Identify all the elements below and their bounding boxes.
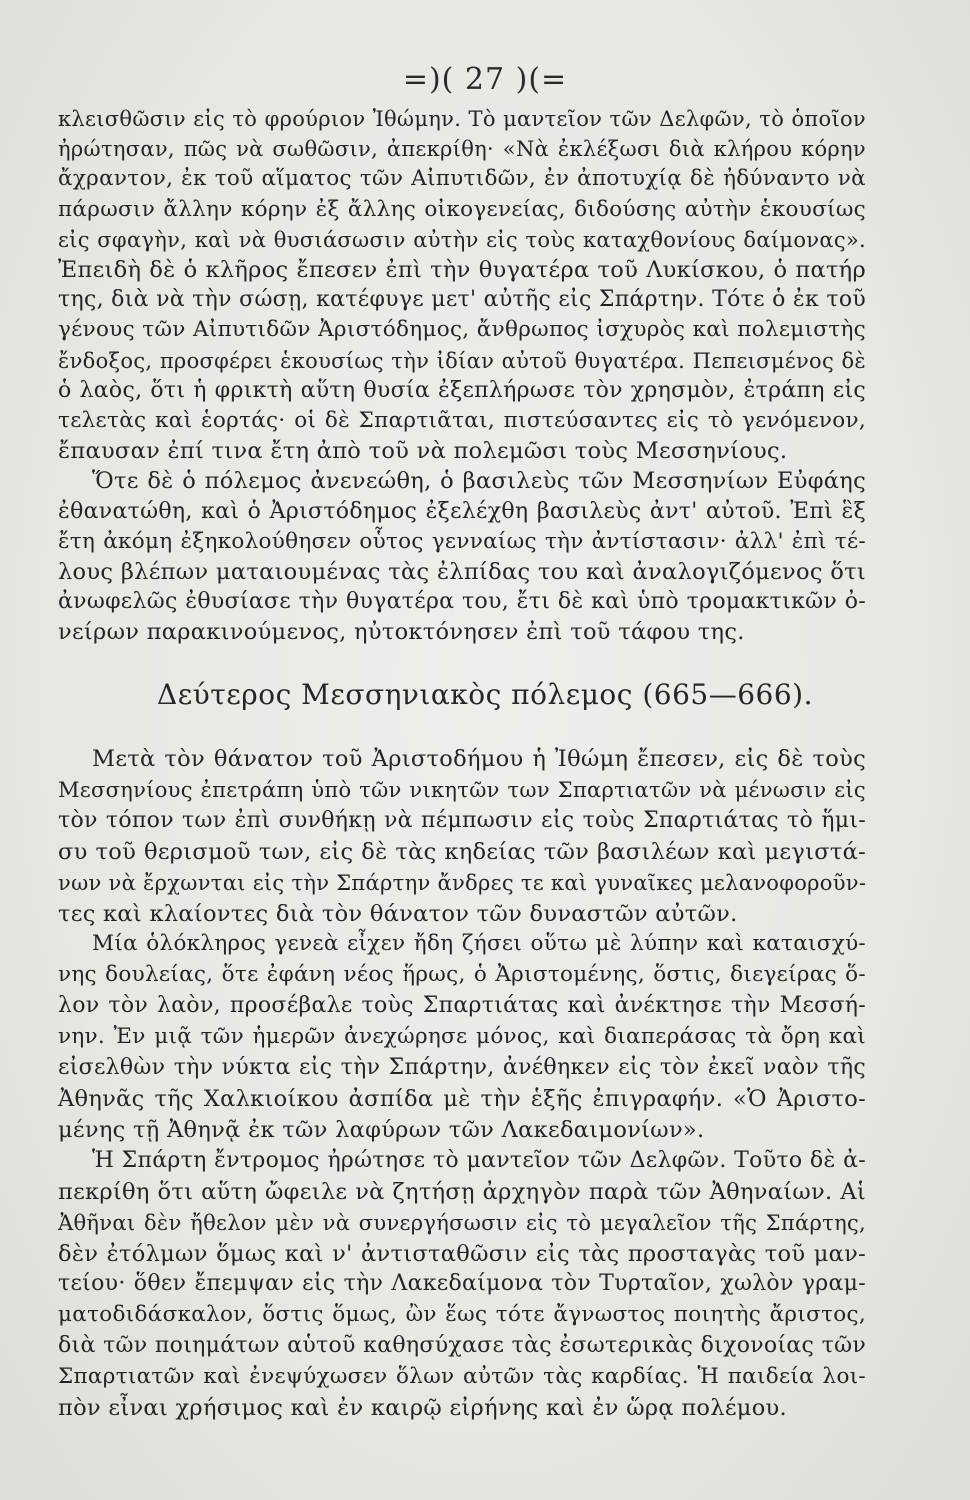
section-heading: Δεύτερος Μεσσηνιακὸς πόλεμος (665—666). (157, 678, 813, 711)
text-line: Μεσσηνίους ἐπετράπη ὑπὸ τῶν νικητῶν των Σπαρτιατῶν νὰ μένωσιν εἰς (58, 777, 866, 802)
text-line: πεκρίθη ὅτι αὕτη ὤφειλε νὰ ζητήσῃ ἀρχηγὸν παρὰ τῶν Ἀθηναίων. Αἱ (58, 1178, 866, 1205)
text-line: ἔνδοξος, προσφέρει ἑκουσίως τὴν ἰδίαν αὐτοῦ θυγατέρα. Πεπεισμένος δὲ (58, 348, 866, 373)
text-line: μένης τῇ Ἀθηνᾷ ἐκ τῶν λαφύρων τῶν Λακεδαιμονίων». (58, 1116, 705, 1143)
text-line: λους βλέπων ματαιουμένας τὰς ἐλπίδας του καὶ ἀναλογιζόμενος ὅτι (58, 559, 866, 586)
text-line: πάρωσιν ἄλλην κόρην ἐξ ἄλλης οἰκογενείας, διδούσης αὐτὴν ἑκουσίως (58, 196, 866, 222)
text-line: Ἀθῆναι δὲν ἤθελον μὲν νὰ συνεργήσωσιν εἰς τὸ μεγαλεῖον τῆς Σπάρτης, (58, 1210, 866, 1235)
text-line: ἔτη ἀκόμη ἐξηκολούθησεν οὗτος γενναίως τὴν ἀντίστασιν· ἀλλ' ἐπὶ τέ- (58, 528, 866, 554)
text-line: ἄχραντον, ἐκ τοῦ αἵματος τῶν Αἰπυτιδῶν, ἐν ἀποτυχίᾳ δὲ ἠδύναντο νὰ (58, 166, 866, 192)
text-line: διὰ τῶν ποιημάτων αὑτοῦ καθησύχασε τὰς ἐσωτερικὰς διχονοίας τῶν (58, 1333, 866, 1359)
text-line: νείρων παρακινούμενος, ηὐτοκτόνησεν ἐπὶ τοῦ τάφου της. (58, 619, 745, 646)
text-line: λον τὸν λαὸν, προσέβαλε τοὺς Σπαρτιάτας καὶ ἀνέκτησε τὴν Μεσσή- (58, 993, 866, 1019)
text-line: τὸν τόπον των ἐπὶ συνθήκῃ νὰ πέμπωσιν εἰς τοὺς Σπαρτιάτας τὸ ἥμι- (58, 807, 866, 833)
text-line: της, διὰ νὰ τὴν σώσῃ, κατέφυγε μετ' αὐτῆς εἰς Σπάρτην. Τότε ὁ ἐκ τοῦ (58, 287, 867, 313)
text-line: κλεισθῶσιν εἰς τὸ φρούριον Ἰθώμην. Τὸ μαντεῖον τῶν Δελφῶν, τὸ ὁποῖον (58, 107, 866, 131)
text-line: Μία ὁλόκληρος γενεὰ εἶχεν ἤδη ζήσει οὕτω μὲ λύπην καὶ καταισχύ- (92, 931, 866, 957)
text-block-second-war (58, 744, 866, 1424)
text-line: Ἐπειδὴ δὲ ὁ κλῆρος ἔπεσεν ἐπὶ τὴν θυγατέρα τοῦ Λυκίσκου, ὁ πατήρ (58, 257, 866, 284)
text-line: τες καὶ κλαίοντες διὰ τὸν θάνατον τῶν δυναστῶν αὐτῶν. (58, 900, 738, 927)
text-line: εἰς σφαγὴν, καὶ νὰ θυσιάσωσιν αὐτὴν εἰς τοὺς καταχθονίους δαίμονας». (58, 227, 866, 252)
text-line: Ὅτε δὲ ὁ πόλεμος ἀνενεώθη, ὁ βασιλεὺς τῶν Μεσσηνίων Εὐφάης (92, 468, 866, 495)
text-line: τείου· ὅθεν ἔπεμψαν εἰς τὴν Λακεδαίμονα τὸν Τυρταῖον, χωλὸν γραμ- (58, 1271, 866, 1297)
text-line: δὲν ἐτόλμων ὅμως καὶ ν' ἀντισταθῶσιν εἰς τὰς προσταγὰς τοῦ μαν- (58, 1240, 866, 1267)
text-line: ματοδιδάσκαλον, ὅστις ὅμως, ὢν ἕως τότε ἄγνωστος ποιητὴς ἄριστος, (58, 1302, 866, 1328)
text-block-first-war (58, 104, 866, 648)
text-line: νην. Ἐν μιᾷ τῶν ἡμερῶν ἀνεχώρησε μόνος, καὶ διαπεράσας τὰ ὄρη καὶ (58, 1024, 866, 1050)
text-line: Μετὰ τὸν θάνατον τοῦ Ἀριστοδήμου ἡ Ἰθώμη ἔπεσεν, εἰς δὲ τοὺς (92, 746, 866, 772)
text-line: νης δουλείας, ὅτε ἐφάνη νέος ἥρως, ὁ Ἀριστομένης, ὅστις, διεγείρας ὅ- (58, 962, 866, 988)
text-line: ὁ λαὸς, ὅτι ἡ φρικτὴ αὕτη θυσία ἐξεπλήρωσε τὸν χρησμὸν, ἐτράπη εἰς (58, 377, 866, 403)
text-line: νων νὰ ἔρχωνται εἰς τὴν Σπάρτην ἄνδρες τε καὶ γυναῖκες μελανοφοροῦν- (58, 870, 867, 895)
text-line: συ τοῦ θερισμοῦ των, εἰς δὲ τὰς κηδείας τῶν βασιλέων καὶ μεγιστά- (58, 838, 866, 865)
text-line: γένους τῶν Αἰπυτιδῶν Ἀριστόδημος, ἄνθρωπος ἰσχυρὸς καὶ πολεμιστὴς (58, 317, 866, 343)
text-line: Σπαρτιατῶν καὶ ἐνεψύχωσεν ὅλων αὐτῶν τὰς καρδίας. Ἡ παιδεία λοι- (58, 1364, 866, 1390)
text-line: ἐθανατώθη, καὶ ὁ Ἀριστόδημος ἐξελέχθη βασιλεὺς ἀντ' αὐτοῦ. Ἐπὶ ἓξ (58, 498, 866, 524)
text-line: ἔπαυσαν ἐπί τινα ἔτη ἀπὸ τοῦ νὰ πολεμῶσι τοὺς Μεσσηνίους. (58, 438, 788, 465)
text-line: ἠρώτησαν, πῶς νὰ σωθῶσιν, ἀπεκρίθη· «Νὰ ἐκλέξωσι διὰ κλήρου κόρην (58, 137, 866, 162)
text-line: Ἡ Σπάρτη ἔντρομος ἠρώτησε τὸ μαντεῖον τῶν Δελφῶν. Τοῦτο δὲ ἀ- (92, 1147, 866, 1173)
text-line: πὸν εἶναι χρήσιμος καὶ ἐν καιρῷ εἰρήνης καὶ ἐν ὥρᾳ πολέμου. (58, 1395, 787, 1422)
text-line: τελετὰς καὶ ἑορτάς· οἱ δὲ Σπαρτιᾶται, πιστεύσαντες εἰς τὸ γενόμενον, (58, 408, 866, 434)
text-line: εἰσελθὼν τὴν νύκτα εἰς τὴν Σπάρτην, ἀνέθηκεν εἰς τὸν ἐκεῖ ναὸν τῆς (58, 1055, 866, 1081)
text-line: ἀνωφελῶς ἐθυσίασε τὴν θυγατέρα του, ἔτι δὲ καὶ ὑπὸ τρομακτικῶν ὀ- (58, 589, 866, 615)
text-line: Ἀθηνᾶς τῆς Χαλκιοίκου ἀσπίδα μὲ τὴν ἑξῆς ἐπιγραφήν. «Ὁ Ἀριστο- (58, 1085, 866, 1112)
page-number: =)( 27 )(= (402, 62, 568, 97)
